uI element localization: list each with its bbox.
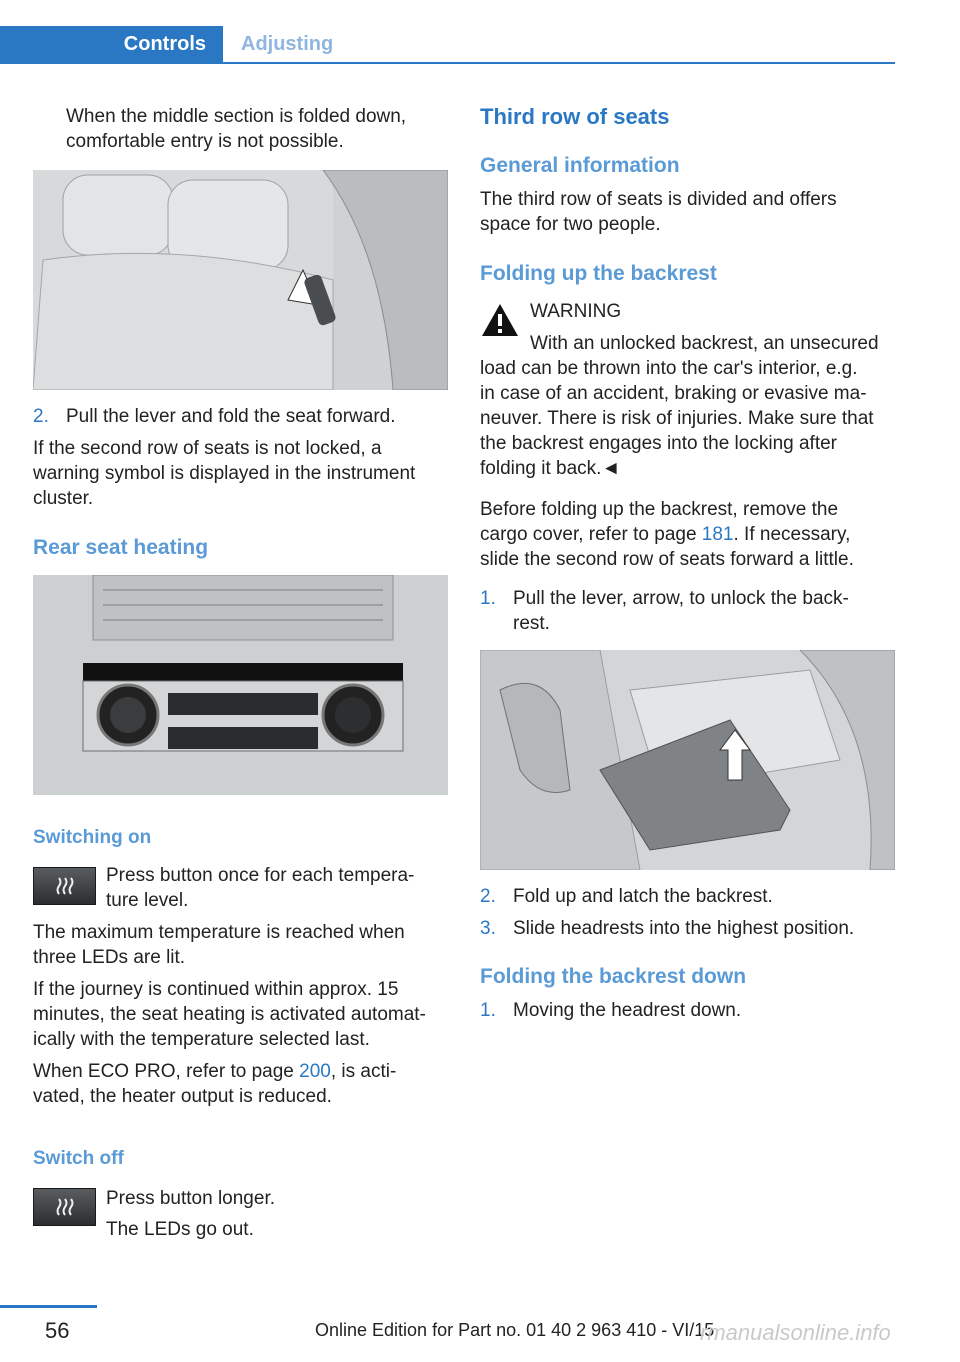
step-text: Pull the lever and fold the seat forward. bbox=[66, 406, 396, 427]
general-text: The third row of seats is divided and offers space for two people. bbox=[480, 189, 837, 235]
watermark: rmanualsonline.info bbox=[700, 1320, 891, 1345]
heading-folding-down: Folding the backrest down bbox=[480, 965, 747, 988]
heading-folding-up: Folding up the backrest bbox=[480, 262, 717, 285]
step-text: Pull the lever, arrow, to unlock the back- rest. bbox=[513, 588, 849, 634]
heading-switch-off: Switch off bbox=[33, 1148, 124, 1169]
warning-icon bbox=[480, 302, 520, 338]
step-text: Slide headrests into the highest position. bbox=[513, 918, 855, 939]
step-number: 1. bbox=[480, 588, 496, 609]
warning-body: load can be thrown into the car's interior, e.g. in case of an accident, braking or evasive ma- neuver. There is risk of injuries. Make sure that the backrest engages into the locking after folding it back.◄ bbox=[480, 358, 874, 479]
switching-on-text: Press button once for each tempera- ture level. bbox=[106, 865, 415, 911]
page-link-181[interactable]: 181 bbox=[701, 524, 734, 545]
page-number-bar bbox=[0, 1305, 97, 1308]
rear-climate-panel-image bbox=[33, 575, 448, 795]
edition-footer: Online Edition for Part no. 01 40 2 963 410 - VI/15 bbox=[315, 1320, 715, 1340]
heading-rear-seat-heating: Rear seat heating bbox=[33, 536, 209, 559]
step-number: 3. bbox=[480, 918, 496, 939]
page-number: 56 bbox=[45, 1318, 70, 1343]
intro-text: When the middle section is folded down, comfortable entry is not possible. bbox=[66, 106, 407, 152]
before-folding-text: Before folding up the backrest, remove the cargo cover, refer to page 181. If necessary, slide the second row of seats forward a little. bbox=[480, 499, 854, 570]
step-number: 2. bbox=[33, 406, 49, 427]
eco-pro-text: When ECO PRO, refer to page 200, is acti- vated, the heater output is reduced. bbox=[33, 1061, 397, 1107]
step-text: Fold up and latch the backrest. bbox=[513, 886, 773, 907]
heading-third-row: Third row of seats bbox=[480, 104, 670, 129]
heading-general-info: General information bbox=[480, 154, 680, 177]
heading-switching-on: Switching on bbox=[33, 827, 152, 848]
switch-off-text: Press button longer. The LEDs go out. bbox=[106, 1188, 275, 1240]
tab-controls[interactable]: Controls bbox=[0, 26, 223, 62]
page-link-200[interactable]: 200 bbox=[299, 1061, 331, 1082]
step-text: Moving the headrest down. bbox=[513, 1000, 742, 1021]
step-number: 2. bbox=[480, 886, 496, 907]
journey-text: If the journey is continued within approx. 15 minutes, the seat heating is activated automat- ically with the temperature selected last. bbox=[33, 979, 426, 1050]
tab-adjusting[interactable]: Adjusting bbox=[241, 33, 334, 55]
warning-title: WARNING bbox=[530, 301, 622, 322]
third-row-backrest-image bbox=[480, 650, 895, 870]
step-number: 1. bbox=[480, 1000, 496, 1021]
warning-line1: With an unlocked backrest, an unsecured bbox=[530, 333, 879, 354]
second-row-seat-image bbox=[33, 170, 448, 390]
note-text: If the second row of seats is not locked, a warning symbol is displayed in the instrument cluster. bbox=[33, 438, 416, 509]
max-temp-text: The maximum temperature is reached when three LEDs are lit. bbox=[33, 922, 405, 968]
seat-heating-icon bbox=[33, 867, 96, 905]
seat-heating-icon bbox=[33, 1188, 96, 1226]
